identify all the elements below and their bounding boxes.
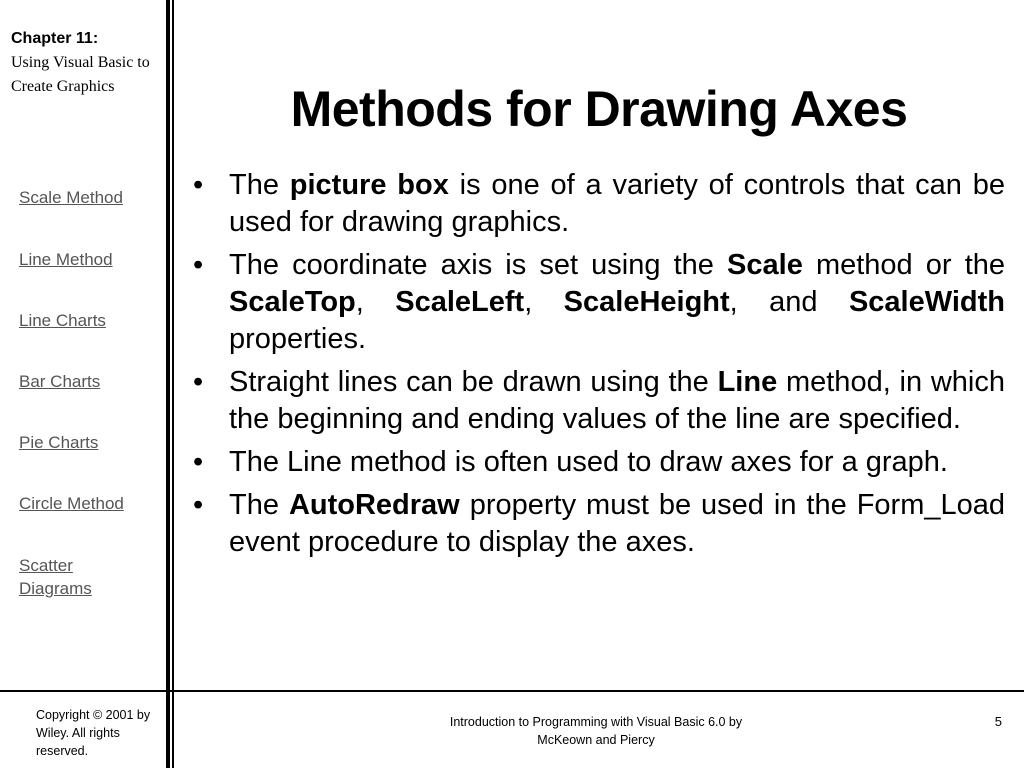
bullet-marker: • (193, 169, 204, 201)
bullet-list (193, 167, 1005, 567)
bullet-keyword: ScaleHeight (563, 286, 730, 318)
bullet-item (193, 167, 1005, 241)
slide-title: Methods for Drawing Axes (290, 81, 908, 137)
nav-link-pie-charts[interactable]: Pie Charts (19, 433, 99, 452)
bullet-keyword: ScaleWidth (848, 286, 1005, 318)
copyright-notice: Copyright © 2001 by Wiley. All rights reserved. (36, 708, 151, 758)
bullet-item (193, 487, 1005, 561)
bullet-keyword: AutoRedraw (288, 489, 460, 521)
bullet-text: properties. (229, 323, 367, 355)
bullet-text: is one of a variety of controls that can be used for drawing graphics. (229, 169, 1005, 238)
chapter-title: Using Visual Basic to Create Graphics (11, 54, 150, 95)
nav-link-scale-method[interactable]: Scale Method (19, 188, 123, 207)
bullet-item (193, 247, 1005, 358)
bullet-text: The Line method is often used to draw axes for a graph. (229, 446, 948, 478)
bullet-item (193, 444, 1005, 481)
bullet-marker: • (193, 249, 204, 281)
page-number: 5 (994, 714, 1002, 729)
chapter-label: Chapter 11: (11, 30, 99, 47)
nav-link-scatter-diagrams[interactable]: Scatter Diagrams (19, 556, 92, 598)
footer-divider (0, 690, 1024, 692)
bullet-keyword: ScaleTop (229, 286, 356, 318)
bullet-keyword: ScaleLeft (395, 286, 525, 318)
bullet-keyword: picture box (289, 169, 449, 201)
bullet-text: , (524, 286, 564, 318)
chapter-heading (11, 27, 161, 99)
nav-link-bar-charts[interactable]: Bar Charts (19, 372, 101, 391)
bullet-text: , (355, 286, 396, 318)
bullet-text: The (229, 489, 289, 521)
sidebar (0, 0, 164, 690)
bullet-text: The coordinate axis is set using the (229, 249, 728, 281)
bullet-text: method or the (802, 249, 1006, 281)
bullet-keyword: Scale (727, 249, 803, 281)
bullet-text: method, in which the beginning and ending values of the line are specified. (229, 366, 1005, 435)
bullet-text: , and (729, 286, 849, 318)
bullet-item (193, 364, 1005, 438)
bullet-text: Straight lines can be drawn using the (229, 366, 718, 398)
bullet-marker: • (193, 446, 204, 478)
bullet-keyword: Line (717, 366, 778, 398)
book-credit: Introduction to Programming with Visual Basic 6.0 by McKeown and Piercy (449, 715, 743, 747)
bullet-marker: • (193, 366, 204, 398)
nav-link-line-method[interactable]: Line Method (19, 250, 113, 269)
bullet-text: The (229, 169, 290, 201)
bullet-text: property must be used in the Form_Load event procedure to display the axes. (229, 489, 1005, 558)
nav-link-line-charts[interactable]: Line Charts (19, 311, 106, 330)
nav-link-circle-method[interactable]: Circle Method (19, 494, 124, 513)
bullet-marker: • (193, 489, 204, 521)
sidebar-divider-thick (166, 0, 170, 768)
